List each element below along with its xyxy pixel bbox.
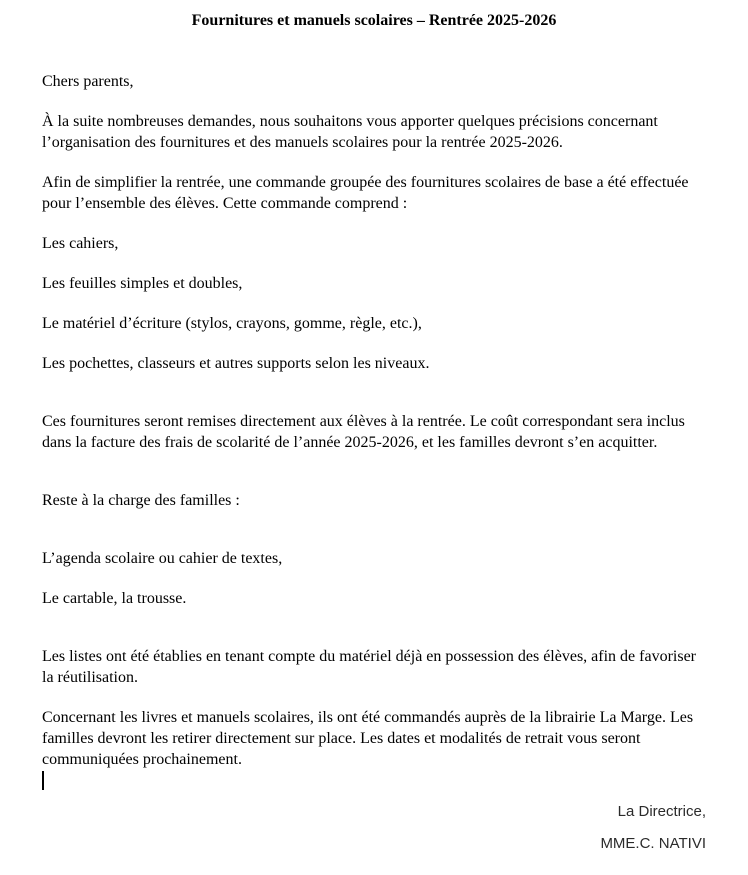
list-item-pochettes[interactable]: Les pochettes, classeurs et autres supports selon les niveaux. <box>42 355 430 372</box>
list-item-cartable-trousse[interactable]: Le cartable, la trousse. <box>42 590 187 607</box>
signature-block <box>42 803 706 853</box>
list-item-materiel-ecriture[interactable]: Le matériel d’écriture (stylos, crayons, gomme, règle, etc.), <box>42 315 422 332</box>
paragraph-reste-a-charge[interactable]: Reste à la charge des familles : <box>42 492 240 509</box>
text-cursor <box>42 771 44 790</box>
paragraph-commande-groupee[interactable]: Afin de simplifier la rentrée, une commande groupée des fournitures scolaires de base a été effectuée pour l’ensemble des élèves. Cette commande comprend : <box>42 174 689 212</box>
paragraph-librairie-retrait[interactable]: Concernant les livres et manuels scolaires, ils ont été commandés auprès de la librairie La Marge. Les familles devront les retirer directement sur place. Les dates et modalités de retrait vous seront communiquées prochainement. <box>42 709 694 768</box>
paragraph-salutation[interactable]: Chers parents, <box>42 73 134 90</box>
list-item-agenda[interactable]: L’agenda scolaire ou cahier de textes, <box>42 550 283 567</box>
list-item-cahiers[interactable]: Les cahiers, <box>42 235 119 252</box>
signature-role[interactable]: La Directrice, <box>617 803 706 820</box>
caret-line[interactable] <box>42 770 706 791</box>
paragraph-reutilisation[interactable]: Les listes ont été établies en tenant compte du matériel déjà en possession des élèves, afin de favoriser la réutilisation. <box>42 648 696 686</box>
paragraph-cout-facture[interactable]: Ces fournitures seront remises directement aux élèves à la rentrée. Le coût correspondant sera inclus dans la facture des frais de scolarité de l’année 2025-2026, et les familles devront s’en acquitter. <box>42 413 685 451</box>
list-item-feuilles[interactable]: Les feuilles simples et doubles, <box>42 275 243 292</box>
paragraph-intro[interactable]: À la suite nombreuses demandes, nous souhaitons vous apporter quelques précisions concernant l’organisation des fournitures et des manuels scolaires pour la rentrée 2025-2026. <box>42 113 658 151</box>
document-title[interactable]: Fournitures et manuels scolaires – Rentrée 2025-2026 <box>191 12 557 29</box>
signature-name[interactable]: MME.C. NATIVI <box>600 835 706 852</box>
